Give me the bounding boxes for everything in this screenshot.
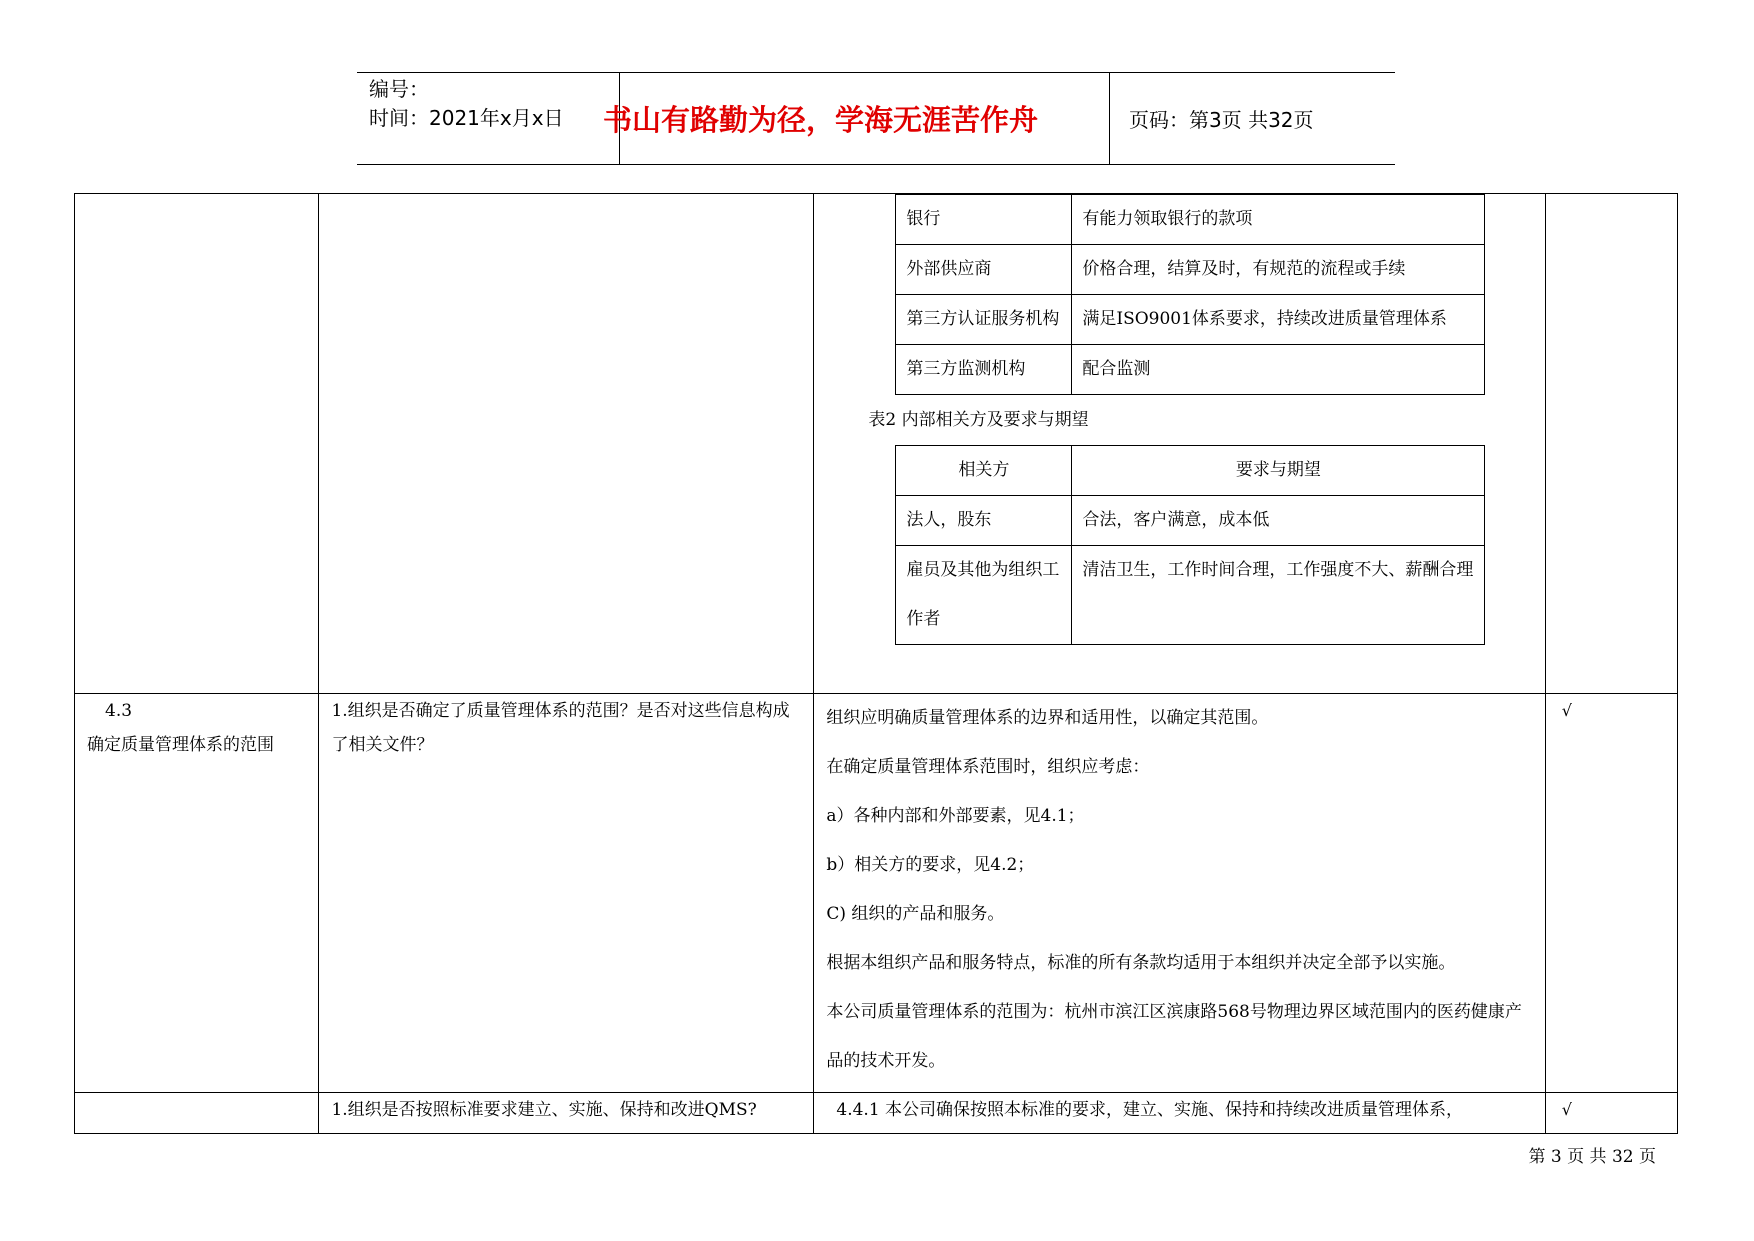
- evidence-paragraph: 组织应明确质量管理体系的边界和适用性，以确定其范围。: [826, 708, 1269, 728]
- question-text: 1.组织是否按照标准要求建立、实施、保持和改进QMS?: [331, 1100, 757, 1120]
- expectation-cell: 有能力领取银行的款项: [1072, 195, 1485, 245]
- table-header-row: [896, 446, 1485, 496]
- external-parties-table: [895, 194, 1485, 395]
- question-cell: [319, 694, 814, 1093]
- evidence-paragraph: 在确定质量管理体系范围时，组织应考虑：: [826, 757, 1150, 777]
- result-cell: [1545, 1093, 1677, 1134]
- column-header: 要求与期望: [1072, 446, 1485, 496]
- evidence-paragraph: 本公司质量管理体系的范围为：杭州市滨江区滨康路568号物理边界区域范围内的医药健康产品的技术开发。: [826, 1002, 1522, 1071]
- party-cell: 第三方认证服务机构: [896, 295, 1072, 345]
- result-cell: [1545, 694, 1677, 1093]
- date-line: 时间：2021年x月x日: [369, 106, 564, 130]
- table-row: [896, 195, 1485, 245]
- header-meta: [369, 75, 564, 133]
- clause-cell: [75, 194, 319, 694]
- party-cell: 法人，股东: [896, 496, 1072, 546]
- expectation-cell: 清洁卫生，工作时间合理，工作强度不大、薪酬合理: [1072, 546, 1485, 645]
- expectation-cell: 价格合理，结算及时，有规范的流程或手续: [1072, 245, 1485, 295]
- table-row: [896, 245, 1485, 295]
- table-row: [896, 295, 1485, 345]
- table-row: [75, 694, 1678, 1093]
- party-cell: 雇员及其他为组织工作者: [896, 546, 1072, 645]
- question-cell: [319, 194, 814, 694]
- clause-cell: [75, 694, 319, 1093]
- party-cell: 外部供应商: [896, 245, 1072, 295]
- question-text: 1.组织是否确定了质量管理体系的范围？是否对这些信息构成了相关文件？: [331, 701, 790, 755]
- check-mark: √: [1561, 701, 1572, 720]
- header-motto: 书山有路勤为径，学海无涯苦作舟: [602, 103, 1038, 137]
- check-mark: √: [1561, 1100, 1572, 1119]
- audit-table: [74, 193, 1678, 1134]
- number-label: 编号：: [369, 77, 429, 101]
- question-cell: [319, 1093, 814, 1134]
- internal-parties-table: [895, 445, 1485, 645]
- expectation-cell: 满足ISO9001体系要求，持续改进质量管理体系: [1072, 295, 1485, 345]
- evidence-paragraph: b）相关方的要求，见4.2；: [826, 855, 1035, 875]
- clause-cell: [75, 1093, 319, 1134]
- column-header: 相关方: [896, 446, 1072, 496]
- page-header: [357, 72, 1395, 165]
- evidence-cell: [814, 694, 1545, 1093]
- table-row: [75, 194, 1678, 694]
- header-page-code: 页码：第3页 共32页: [1129, 108, 1314, 132]
- table-row: [75, 1093, 1678, 1134]
- table-row: [896, 496, 1485, 546]
- header-divider: [1109, 73, 1110, 164]
- evidence-paragraph: C) 组织的产品和服务。: [826, 904, 1005, 924]
- expectation-cell: 配合监测: [1072, 345, 1485, 395]
- page-footer: 第 3 页 共 32 页: [1528, 1147, 1656, 1167]
- expectation-cell: 合法，客户满意，成本低: [1072, 496, 1485, 546]
- table-caption: 表2 内部相关方及要求与期望: [868, 410, 1089, 430]
- evidence-paragraph: a）各种内部和外部要素，见4.1；: [826, 806, 1085, 826]
- table-row: [896, 546, 1485, 645]
- result-cell: [1545, 194, 1677, 694]
- clause-title: 确定质量管理体系的范围: [87, 735, 274, 755]
- evidence-cell: [814, 1093, 1545, 1134]
- table-row: [896, 345, 1485, 395]
- evidence-paragraph: 根据本组织产品和服务特点，标准的所有条款均适用于本组织并决定全部予以实施。: [826, 953, 1456, 973]
- party-cell: 第三方监测机构: [896, 345, 1072, 395]
- evidence-text: 4.4.1 本公司确保按照本标准的要求，建立、实施、保持和持续改进质量管理体系，: [836, 1100, 1464, 1120]
- party-cell: 银行: [896, 195, 1072, 245]
- evidence-cell: [814, 194, 1545, 694]
- clause-number: 4.3: [105, 701, 133, 721]
